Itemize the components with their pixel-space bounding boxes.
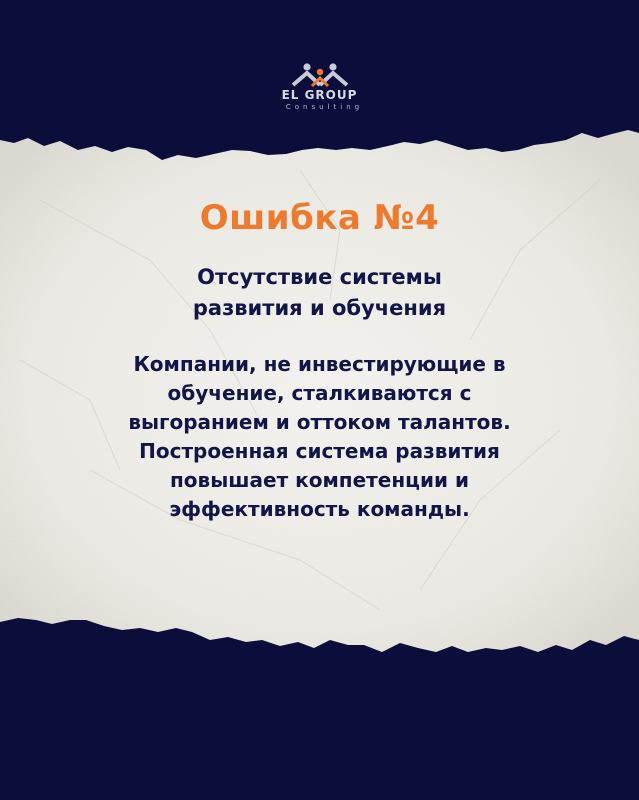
body-line: Компании, не инвестирующие в bbox=[133, 352, 506, 376]
body-line: эффективность команды. bbox=[169, 497, 470, 521]
logo bbox=[0, 58, 639, 111]
body-line: обучение, сталкиваются с bbox=[167, 381, 472, 405]
people-logo-icon bbox=[285, 58, 355, 92]
body-line: Построенная система развития bbox=[139, 439, 500, 463]
body-line: повышает компетенции и bbox=[169, 468, 469, 492]
subtitle bbox=[60, 262, 579, 324]
body-text bbox=[60, 350, 579, 524]
body-line: выгоранием и оттоком талантов. bbox=[128, 410, 511, 434]
page-title: Ошибка №4 bbox=[199, 198, 440, 238]
subtitle-line: Отсутствие системы bbox=[197, 265, 442, 289]
logo-name: EL GROUP bbox=[281, 88, 358, 102]
logo-subtitle: Consulting bbox=[285, 103, 364, 111]
subtitle-line: развития и обучения bbox=[192, 296, 447, 320]
